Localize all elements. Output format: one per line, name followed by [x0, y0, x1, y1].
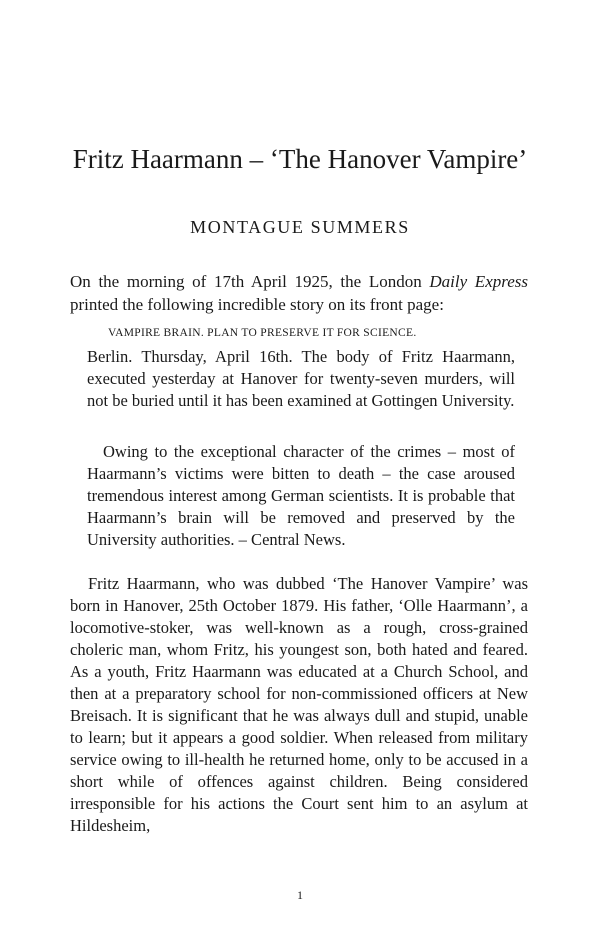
- intro-paragraph: [70, 270, 528, 316]
- intro-text-before: On the morning of 17th April 1925, the London: [70, 272, 430, 291]
- body-paragraph: Fritz Haarmann, who was dubbed ‘The Hanover Vampire’ was born in Hanover, 25th October 1879. His father, ‘Olle Haarmann’, a locomotive-stoker, was well-known as a rough, cross-grained choleric man, whom Fritz, his youngest son, both hated and feared. As a youth, Fritz Haarmann was educated at a Church School, and then at a preparatory school for non-commissioned officers at New Breisach. It is significant that he was always dull and stupid, unable to learn; but it appears a good soldier. When released from military service owing to ill-health he returned home, only to be accused in a short while of offences against children. Being considered irresponsible for his actions the Court sent him to an asylum at Hildesheim,: [70, 574, 528, 835]
- newspaper-name: Daily Express: [429, 272, 528, 291]
- intro-text-after: printed the following incredible story on its front page:: [70, 295, 444, 314]
- news-headline: VAMPIRE BRAIN. PLAN TO PRESERVE IT FOR SCIENCE.: [108, 327, 417, 339]
- quote-paragraph: Berlin. Thursday, April 16th. The body of Fritz Haarmann, executed yesterday at Hanover for twenty-seven murders, will not be buried until it has been examined at Gottingen University.: [87, 347, 515, 410]
- page-number: 1: [297, 888, 303, 902]
- author-name: MONTAGUE SUMMERS: [190, 217, 410, 237]
- chapter-title: Fritz Haarmann – ‘The Hanover Vampire’: [72, 144, 528, 174]
- quote-paragraph: Owing to the exceptional character of the crimes – most of Haarmann’s victims were bitten to death – the case aroused tremendous interest among German scientists. It is probable that Haarmann’s brain will be removed and preserved by the University authorities. – Central News.: [87, 442, 515, 549]
